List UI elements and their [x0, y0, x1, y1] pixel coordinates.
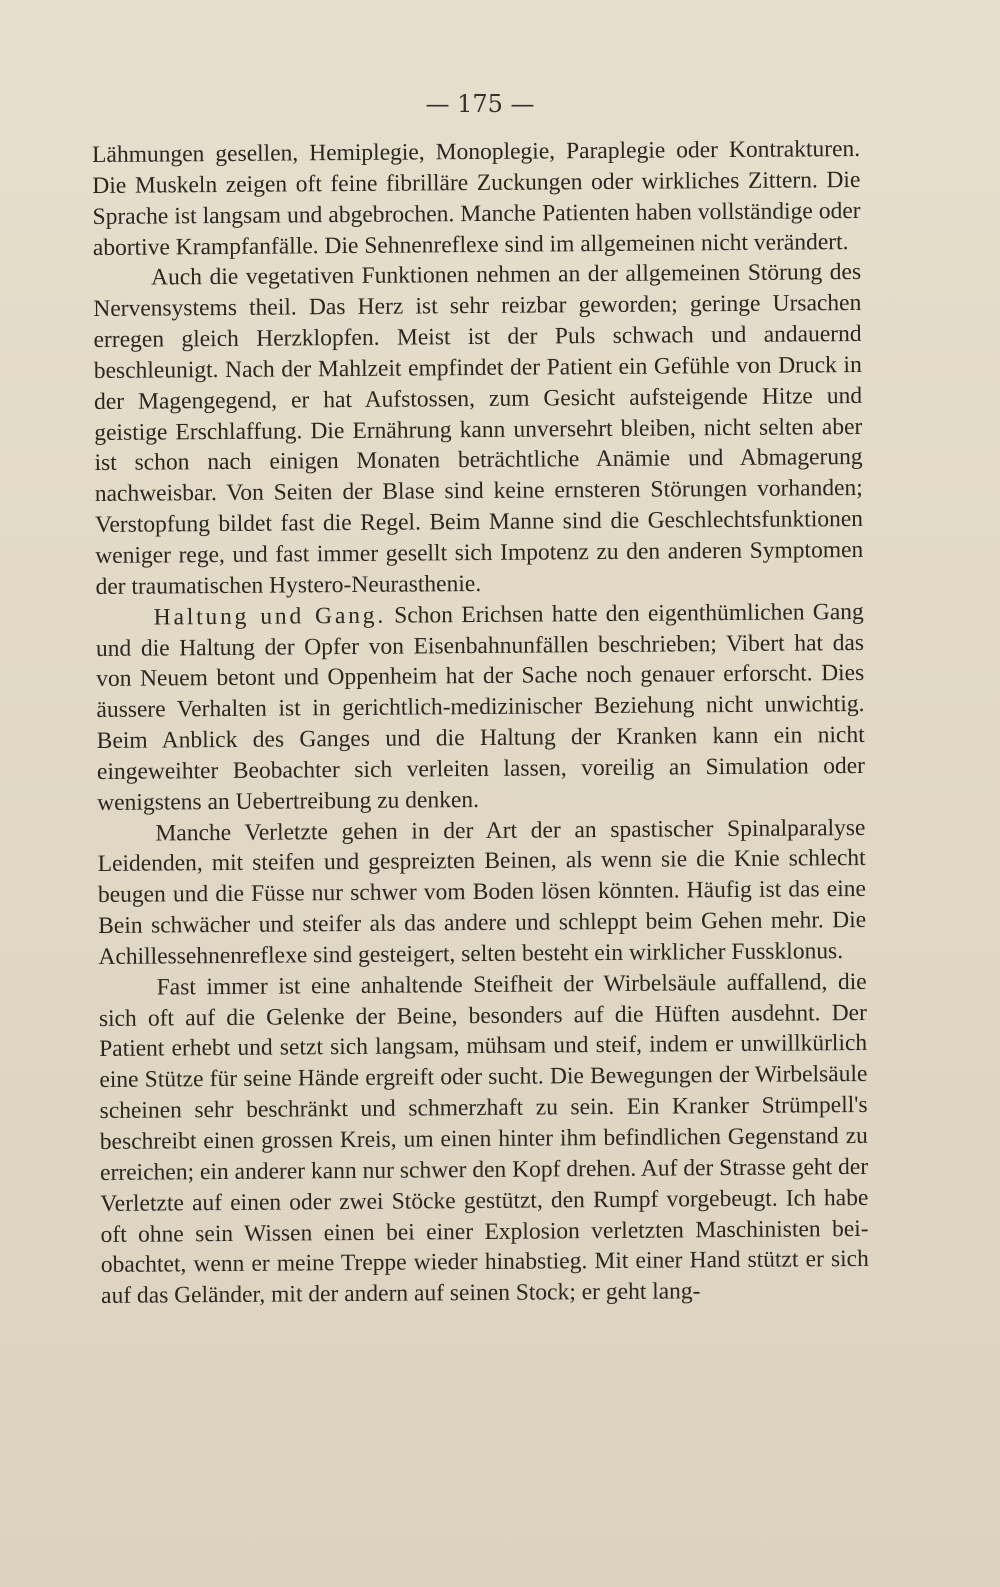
section-heading: Haltung und Gang.	[153, 602, 387, 631]
paragraph-1: Lähmungen gesellen, Hemiplegie, Monoplegie, Paraplegie oder Kontrakturen. Die Muskeln zeigen oft feine fibrilläre Zuckungen oder wirkliches Zittern. Die Sprache ist langsam und abgebrochen. Manche Patienten haben vollständige oder abortive Krampfanfälle. Die Sehnenreflexe sind im allgemeinen nicht verändert.	[92, 135, 861, 261]
paragraph-3-text: Schon Erichsen hatte den eigenthümlichen Gang und die Haltung der Opfer von Eisenbahnunfällen beschrieben; Vibert hat das von Neuem betont und Oppenheim hat der Sache noch genauer erforscht. Dies äussere Verhalten ist in gerichtlich-medizinischer Beziehung nicht unwichtig. Beim Anblick des Ganges und die Haltung der Kranken kann ein nicht eingeweihter Beobachter sich verleiten lassen, voreilig an Simulation oder wenigstens an Uebertreibung zu denken.	[95, 598, 866, 816]
paragraph-3	[96, 597, 866, 819]
page-number: — 175 —	[425, 90, 535, 118]
paragraph-4: Manche Verletzte gehen in der Art der an spastischer Spinalparalyse Leidenden, mit steifen und gespreizten Beinen, als wenn sie die Knie schlecht beugen und die Füsse nur schwer vom Boden lösen könnten. Häufig ist das eine Bein schwächer und steifer als das andere und schleppt beim Gehen mehr. Die Achillessehnenreflexe sind gesteigert, selten besteht ein wirklicher Fussklonus.	[97, 814, 867, 970]
paragraph-5: Fast immer ist eine anhaltende Steifheit der Wirbelsäule auffallend, die sich oft auf die Gelenke der Beine, besonders auf die Hüften ausdehnt. Der Patient erhebt und setzt sich langsam, mühsam und steif, indem er unwillkürlich eine Stütze für seine Hände ergreift oder sucht. Die Bewegungen der Wirbelsäule scheinen sehr beschränkt und schmerzhaft zu sein. Ein Kranker Strümpell's beschreibt einen grossen Kreis, um einen hinter ihm befindlichen Gegenstand zu erreichen; ein anderer kann nur schwer den Kopf drehen. Auf der Strasse geht der Verletzte auf einen oder zwei Stöcke gestützt, den Rumpf vorgebeugt. Ich habe oft ohne sein Wissen einen bei einer Explosion verletzten Maschinisten beiobachtet, wenn er meine Treppe wieder hinabstieg. Mit einer Hand stützt er sich auf das Geländer, mit der andern auf seinen Stock; er geht lang-	[98, 968, 869, 1310]
paragraph-2: Auch die vegetativen Funktionen nehmen an der allgemeinen Störung des Nervensystems theil. Das Herz ist sehr reizbar geworden; geringe Ursachen erregen gleich Herzklopfen. Meist ist der Puls schwach und andauernd beschleunigt. Nach der Mahlzeit empfindet der Patient ein Gefühle von Druck in der Magengegend, er hat Aufstossen, zum Gesicht aufsteigende Hitze und geistige Erschlaffung. Die Ernährung kann unversehrt bleiben, nicht selten aber ist schon nach einigen Monaten beträchtliche Anämie und Abmagerung nachweisbar. Von Seiten der Blase sind keine ernsteren Störungen vorhanden; Verstopfung bildet fast die Regel. Beim Manne sind die Geschlechtsfunktionen weniger rege, und fast immer gesellt sich Impotenz zu den anderen Symptomen der traumatischen Hystero-Neurasthenie.	[93, 259, 864, 600]
body-text	[92, 134, 869, 1312]
